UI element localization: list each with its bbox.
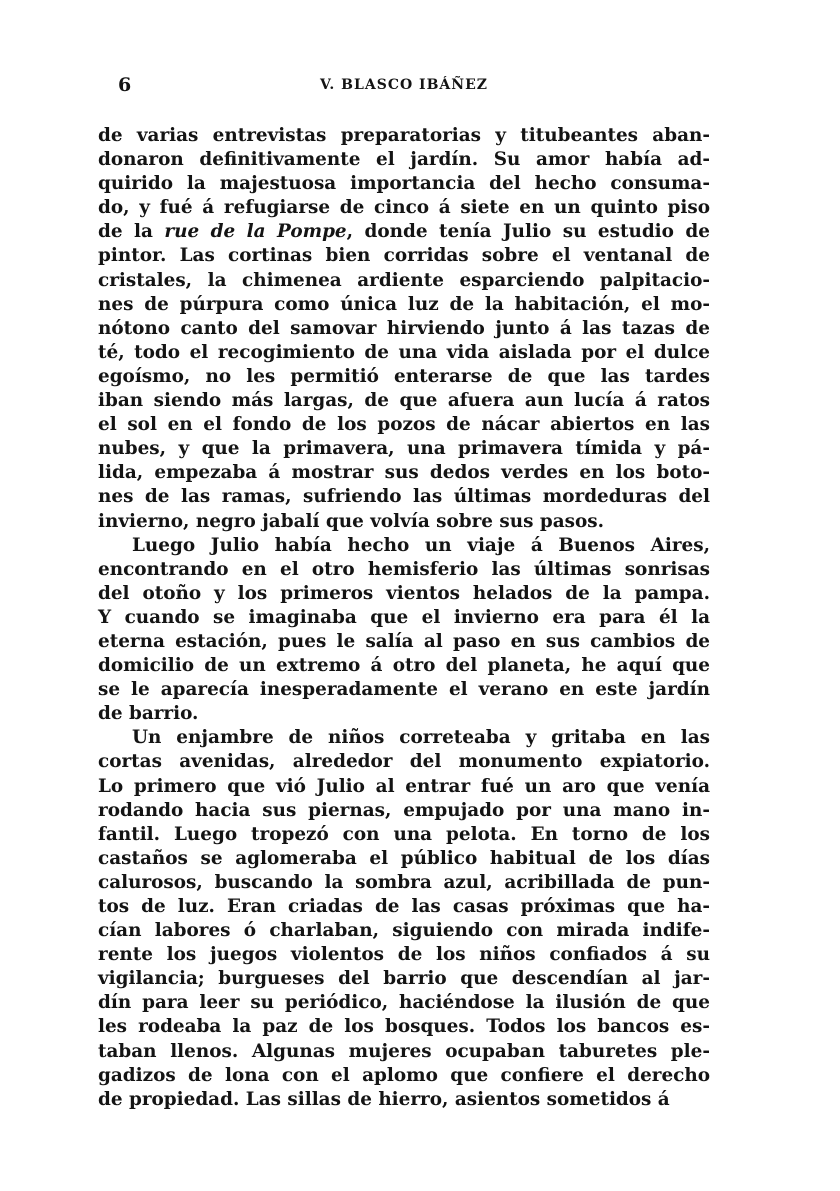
text-line: cían labores ó charlaban, siguiendo con mirada indife- bbox=[98, 920, 710, 942]
text-line: donaron definitivamente el jardín. Su amor había ad- bbox=[98, 149, 710, 171]
text-line: nes de las ramas, sufriendo las últimas mordeduras del bbox=[98, 486, 710, 508]
text-line: taban llenos. Algunas mujeres ocupaban taburetes ple- bbox=[98, 1040, 710, 1062]
text-line: Un enjambre de niños correteaba y gritaba en las bbox=[132, 727, 710, 749]
running-head: V. BLASCO IBÁÑEZ bbox=[320, 77, 488, 93]
text-line: gadizos de lona con el aplomo que confiere el derecho bbox=[98, 1064, 710, 1086]
text-line: de propiedad. Las sillas de hierro, asientos sometidos á bbox=[98, 1088, 670, 1110]
text-line: les rodeaba la paz de los bosques. Todos los bancos es- bbox=[98, 1016, 710, 1038]
text-line: de barrio. bbox=[98, 703, 199, 725]
text-line: cristales, la chimenea ardiente esparciendo palpitacio- bbox=[98, 269, 710, 291]
text-line: el sol en el fondo de los pozos de nácar abiertos en las bbox=[98, 414, 710, 436]
text-line: Lo primero que vió Julio al entrar fué un aro que venía bbox=[98, 775, 710, 797]
text-line: del otoño y los primeros vientos helados de la pampa. bbox=[98, 582, 710, 604]
italic-street-name: rue de la Pompe bbox=[164, 221, 347, 243]
text-line: vigilancia; burgueses del barrio que descendían al jar- bbox=[98, 968, 710, 990]
text-line: encontrando en el otro hemisferio las últimas sonrisas bbox=[98, 558, 710, 580]
text-line: egoísmo, no les permitió enterarse de que las tardes bbox=[98, 365, 710, 387]
text-line: pintor. Las cortinas bien corridas sobre el ventanal de bbox=[98, 245, 710, 267]
text-line: Luego Julio había hecho un viaje á Buenos Aires, bbox=[132, 534, 710, 556]
text-line: nótono canto del samovar hirviendo junto á las tazas de bbox=[98, 317, 710, 339]
text-line: calurosos, buscando la sombra azul, acribillada de pun- bbox=[98, 871, 710, 893]
text-fragment: de la bbox=[98, 221, 165, 243]
text-line bbox=[98, 220, 710, 244]
text-line: iban siendo más largas, de que afuera aun lucía á ratos bbox=[98, 390, 710, 412]
text-line: lida, empezaba á mostrar sus dedos verdes en los boto- bbox=[98, 462, 710, 484]
text-line: do, y fué á refugiarse de cinco á siete en un quinto piso bbox=[98, 197, 710, 219]
body-text bbox=[98, 124, 710, 1112]
text-line: eterna estación, pues le salía al paso en sus cambios de bbox=[98, 630, 710, 652]
text-line: té, todo el recogimiento de una vida aislada por el dulce bbox=[98, 341, 710, 363]
text-line: fantil. Luego tropezó con una pelota. En torno de los bbox=[98, 823, 710, 845]
text-line: Y cuando se imaginaba que el invierno era para él la bbox=[98, 606, 710, 628]
page-number: 6 bbox=[118, 74, 132, 96]
text-line: dín para leer su periódico, haciéndose la ilusión de que bbox=[98, 992, 710, 1014]
text-line: quirido la majestuosa importancia del hecho consuma- bbox=[98, 173, 710, 195]
text-line: cortas avenidas, alrededor del monumento expiatorio. bbox=[98, 751, 710, 773]
page-header bbox=[98, 74, 710, 104]
text-line: nubes, y que la primavera, una primavera tímida y pá- bbox=[98, 438, 710, 460]
text-line: se le aparecía inesperadamente el verano en este jardín bbox=[98, 679, 710, 701]
text-line: castaños se aglomeraba el público habitual de los días bbox=[98, 847, 710, 869]
text-line: rodando hacia sus piernas, empujado por una mano in- bbox=[98, 799, 710, 821]
text-line: domicilio de un extremo á otro del planeta, he aquí que bbox=[98, 655, 710, 677]
text-line: de varias entrevistas preparatorias y titubeantes aban- bbox=[98, 125, 710, 146]
text-line: invierno, negro jabalí que volvía sobre sus pasos. bbox=[98, 510, 605, 532]
text-line: rente los juegos violentos de los niños confiados á su bbox=[98, 944, 710, 966]
text-line: tos de luz. Eran criadas de las casas próximas que ha- bbox=[98, 896, 710, 917]
text-fragment: , donde tenía Julio su estudio de bbox=[346, 221, 710, 243]
text-line: nes de púrpura como única luz de la habitación, el mo- bbox=[98, 293, 710, 315]
